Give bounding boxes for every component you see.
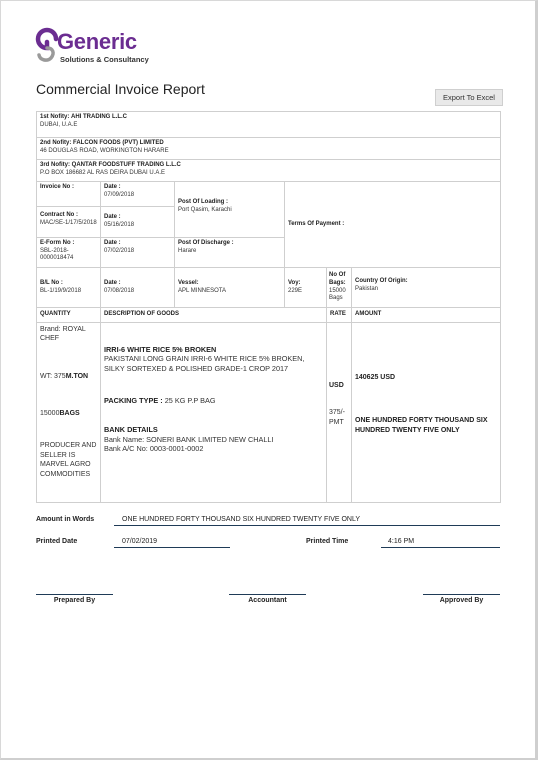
bags-label-2: Bags:	[329, 279, 346, 286]
port-discharge: Harare	[178, 247, 197, 254]
currency: USD	[329, 381, 344, 389]
origin-label: Country Of Origin:	[355, 278, 408, 284]
logo-mark-icon	[35, 27, 59, 63]
notify-3-address: P.O BOX 186682 AL RAS DEIRA DUBAI U.A.E	[40, 169, 166, 176]
weight-unit: M.TON	[65, 372, 89, 380]
bags-unit: Bags	[329, 295, 343, 302]
goods-row	[37, 322, 501, 502]
notify-2-label: 2nd Nofity:	[40, 140, 72, 146]
amount-in-words-underline	[114, 525, 500, 526]
voy: 229E	[288, 287, 303, 294]
prepared-by-line	[36, 594, 113, 595]
printed-time-label: Printed Time	[306, 538, 349, 545]
accountant-line	[229, 594, 306, 595]
bank-name: Bank Name: SONERI BANK LIMITED NEW CHALLI	[104, 434, 274, 444]
bags-qty: 15000	[40, 410, 60, 418]
eform-date: 07/02/2018	[104, 247, 135, 254]
vessel: APL MINNESOTA	[178, 287, 227, 294]
port-loading: Port Qasim, Karachi	[178, 206, 232, 213]
amount-in-words-label: Amount in Words	[36, 516, 95, 523]
packing-value: 25 KG P.P BAG	[164, 396, 216, 406]
invoice-date-label: Date :	[104, 184, 121, 190]
port-discharge-label: Post Of Discharge :	[178, 240, 234, 246]
producer-note: PRODUCER AND SELLER IS MARVEL AGRO COMMODITIES	[40, 441, 97, 478]
notify-row-3	[37, 160, 501, 182]
contract-no-label: Contract No :	[40, 212, 78, 218]
printed-date-underline	[114, 547, 230, 548]
invoice-date: 07/09/2018	[104, 191, 135, 198]
printed-date-value: 07/02/2019	[122, 538, 158, 545]
rate-header: RATE	[330, 311, 346, 317]
notify-1-name: AHI TRADING L.L.C	[71, 114, 128, 120]
origin: Pakistan	[355, 285, 379, 292]
approved-by-label: Approved By	[439, 597, 484, 604]
contract-date: 05/16/2018	[104, 221, 135, 228]
prepared-by-label: Prepared By	[53, 597, 96, 604]
quantity-header: QUANTITY	[40, 311, 71, 317]
amount-header: AMOUNT	[355, 311, 382, 317]
bl-date: 07/08/2018	[104, 287, 135, 294]
notify-3-name: QANTAR FOODSTUFF TRADING L.L.C	[71, 162, 181, 168]
description-header: DESCRIPTION OF GOODS	[104, 311, 180, 317]
notify-2-address: 46 DOUGLAS ROAD, WORKINGTON HARARE	[40, 147, 169, 154]
invoice-row	[37, 182, 501, 207]
rate-value: 375/-PMT	[329, 409, 345, 426]
bl-label: B/L No :	[40, 279, 63, 286]
invoice-table	[36, 111, 501, 503]
shipping-row	[37, 268, 501, 308]
vessel-label: Vessel:	[178, 279, 199, 286]
amount-words-caps: ONE HUNDRED FORTY THOUSAND SIX HUNDRED TWENTY FIVE ONLY	[355, 417, 488, 434]
amount-in-words-value: ONE HUNDRED FORTY THOUSAND SIX HUNDRED TWENTY FIVE ONLY	[122, 516, 361, 523]
printed-time-value: 4:16 PM	[388, 538, 415, 545]
bl-date-label: Date :	[104, 279, 121, 286]
contract-date-label: Date :	[104, 214, 121, 220]
terms-label: Terms Of Payment :	[288, 220, 345, 227]
invoice-no-label: Invoice No :	[40, 184, 75, 190]
contract-no: MAC/SE-1/17/5/2018	[40, 219, 97, 226]
amount-in-words-row	[36, 516, 94, 523]
notify-row-2	[37, 138, 501, 160]
port-loading-label: Post Of Loading :	[178, 199, 228, 205]
bank-title: BANK DETAILS	[104, 424, 158, 434]
notify-1-address: DUBAI, U.A.E	[40, 121, 78, 128]
printed-date-label: Printed Date	[36, 538, 78, 545]
eform-no-label: E-Form No :	[40, 240, 75, 246]
notify-3-label: 3rd Nofity:	[40, 162, 70, 168]
page-title: Commercial Invoice Report	[36, 81, 205, 97]
packing-label: PACKING TYPE :	[104, 396, 163, 406]
bank-account: Bank A/C No: 0003-0001-0002	[104, 444, 204, 454]
product-description: PAKISTANI LONG GRAIN IRRI-6 WHITE RICE 5% BROKEN, SILKY SORTEXED & POLISHED GRADE-1 CROP 2017	[104, 354, 305, 373]
printed-time-underline	[381, 547, 500, 548]
bags-qty-unit: BAGS	[59, 410, 80, 418]
voy-label: Voy:	[288, 279, 301, 286]
eform-no: SBL-2018-0000018474	[40, 247, 74, 262]
accountant-label: Accountant	[248, 597, 287, 604]
approved-by-line	[423, 594, 500, 595]
notify-2-name: FALCON FOODS (PVT) LIMITED	[73, 140, 164, 146]
amount-value: 140625 USD	[355, 373, 396, 381]
bags-count: 15000	[329, 287, 346, 294]
product-title: IRRI-6 WHITE RICE 5% BROKEN	[104, 344, 217, 354]
bl-no: BL-1/19/9/2018	[40, 287, 82, 294]
bags-label-1: No Of	[329, 272, 346, 279]
eform-date-label: Date :	[104, 240, 121, 246]
brand-line: Brand: ROYAL CHEF	[40, 325, 86, 343]
export-to-excel-button[interactable]: Export To Excel	[435, 89, 503, 106]
notify-1-label: 1st Nofity:	[40, 114, 70, 120]
brand-tagline: Solutions & Consultancy	[60, 55, 149, 64]
notify-row-1	[37, 112, 501, 138]
goods-header-row	[37, 308, 501, 323]
brand-name: Generic	[57, 29, 137, 54]
weight-prefix: WT: 375	[40, 372, 66, 380]
